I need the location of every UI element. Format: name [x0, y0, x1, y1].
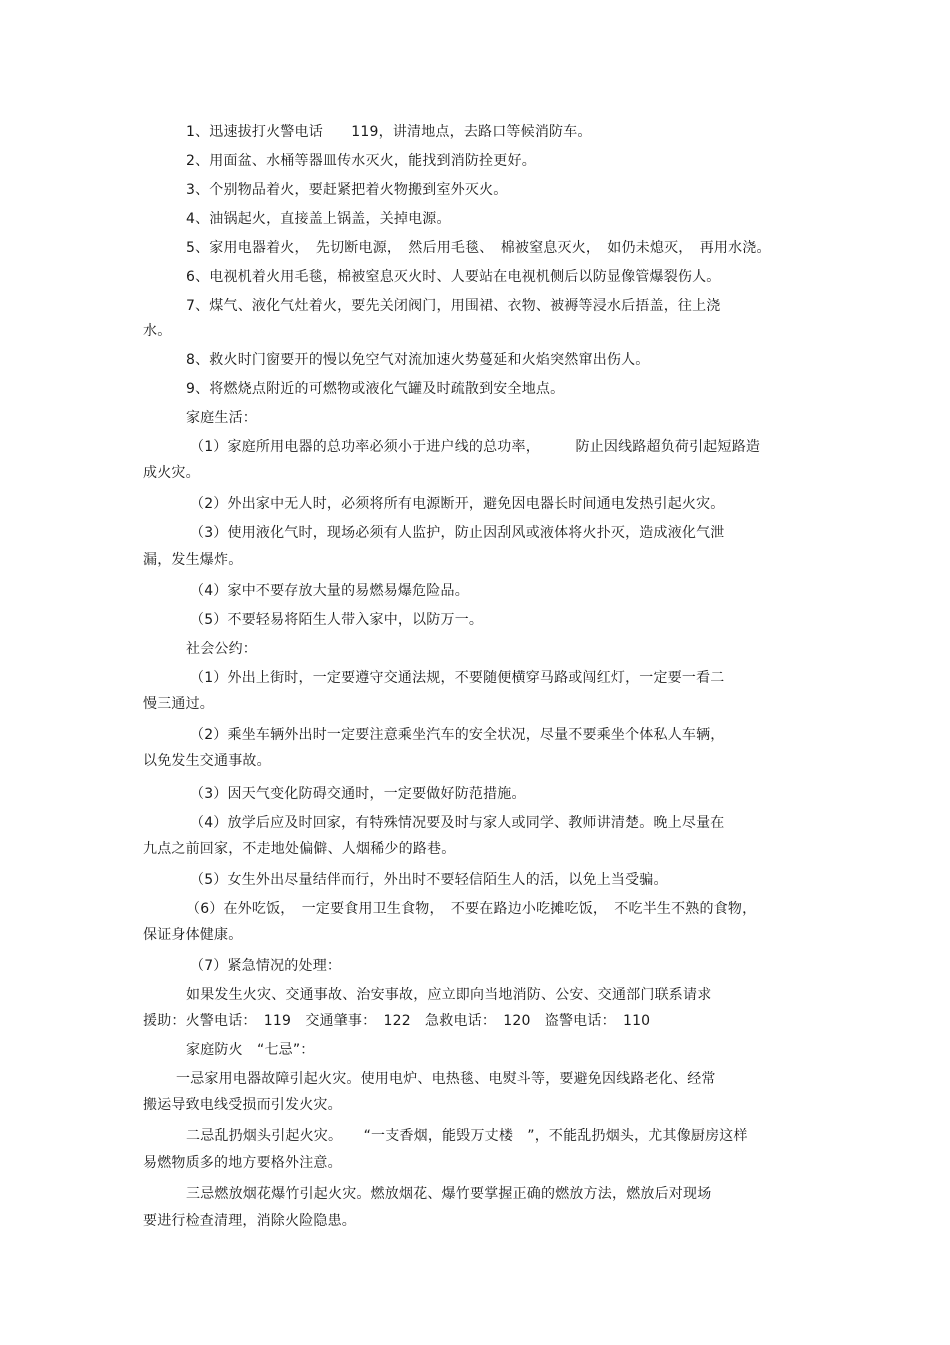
section-heading: 家庭生活： — [186, 410, 257, 426]
text-line: （5）女生外出尽量结伴而行，外出时不要轻信陌生人的活，以免上当受骗。 — [190, 872, 668, 888]
text-line: 水。 — [143, 323, 172, 339]
text-line: 6、电视机着火用毛毯，棉被窒息灭火时、人要站在电视机侧后以防显像管爆裂伤人。 — [186, 269, 721, 285]
text-line: （5）不要轻易将陌生人带入家中，以防万一。 — [190, 612, 484, 628]
text-line: 援助：火警电话： 119 交通肇事： 122 急救电话： 120 盗警电话： 110 — [143, 1013, 651, 1029]
text-line: 易燃物质多的地方要格外注意。 — [143, 1155, 342, 1171]
text-line: （1）家庭所用电器的总功率必须小于进户线的总功率， 防止因线路超负荷引起短路造 — [190, 439, 761, 455]
text-line: 保证身体健康。 — [143, 927, 243, 943]
text-line: 2、用面盆、水桶等器皿传水灭火，能找到消防拴更好。 — [186, 153, 536, 169]
text-line: 4、油锅起火，直接盖上锅盖，关掉电源。 — [186, 211, 451, 227]
text-line: （4）放学后应及时回家，有特殊情况要及时与家人或同学、教师讲清楚。晚上尽量在 — [190, 815, 725, 831]
text-line: （6）在外吃饭， 一定要食用卫生食物， 不要在路边小吃摊吃饭， 不吃半生不熟的食物， — [186, 901, 757, 917]
text-line: （3）使用液化气时，现场必须有人监护，防止因刮风或液体将火扑灭，造成液化气泄 — [190, 525, 725, 541]
text-line: 5、家用电器着火， 先切断电源， 然后用毛毯、 棉被窒息灭火， 如仍未熄灭， 再用水浇。 — [186, 240, 771, 256]
text-line: 九点之前回家，不走地处偏僻、人烟稀少的路巷。 — [143, 841, 456, 857]
text-line: （3）因天气变化防碍交通时，一定要做好防范措施。 — [190, 786, 526, 802]
text-line: （2）外出家中无人时，必须将所有电源断开，避免因电器长时间通电发热引起火灾。 — [190, 496, 725, 512]
text-line: （7）紧急情况的处理： — [190, 958, 342, 974]
text-line: 9、将燃烧点附近的可燃物或液化气罐及时疏散到安全地点。 — [186, 381, 565, 397]
text-line: 一忌家用电器故障引起火灾。使用电炉、电热毯、电熨斗等，要避免因线路老化、经常 — [176, 1071, 716, 1087]
text-line: 7、煤气、液化气灶着火，要先关闭阀门，用围裙、衣物、被褥等浸水后捂盖，往上浇 — [186, 298, 721, 314]
text-line: 8、救火时门窗要开的慢以免空气对流加速火势蔓延和火焰突然窜出伤人。 — [186, 352, 650, 368]
section-heading: 家庭防火 “七忌”： — [186, 1042, 315, 1058]
text-line: 如果发生火灾、交通事故、治安事故，应立即向当地消防、公安、交通部门联系请求 — [186, 987, 712, 1003]
text-line: 3、个别物品着火，要赶紧把着火物搬到室外灭火。 — [186, 182, 508, 198]
text-line: 以免发生交通事故。 — [143, 753, 271, 769]
text-line: （2）乘坐车辆外出时一定要注意乘坐汽车的安全状况，尽量不要乘坐个体私人车辆， — [190, 727, 725, 743]
text-line: 二忌乱扔烟头引起火灾。 “一支香烟，能毁万丈楼 ”，不能乱扔烟头，尤其像厨房这样 — [186, 1128, 748, 1144]
text-line: 成火灾。 — [143, 465, 200, 481]
text-line: （1）外出上街时，一定要遵守交通法规，不要随便横穿马路或闯红灯，一定要一看二 — [190, 670, 725, 686]
text-line: 1、迅速拔打火警电话 119，讲清地点，去路口等候消防车。 — [186, 124, 592, 140]
text-line: 搬运导致电线受损而引发火灾。 — [143, 1097, 342, 1113]
text-line: 漏，发生爆炸。 — [143, 552, 243, 568]
text-line: 慢三通过。 — [143, 696, 214, 712]
text-line: 要进行检查清理，消除火险隐患。 — [143, 1213, 356, 1229]
text-line: （4）家中不要存放大量的易燃易爆危险品。 — [190, 583, 469, 599]
section-heading: 社会公约： — [186, 641, 257, 657]
text-line: 三忌燃放烟花爆竹引起火灾。燃放烟花、爆竹要掌握正确的燃放方法，燃放后对现场 — [186, 1186, 712, 1202]
